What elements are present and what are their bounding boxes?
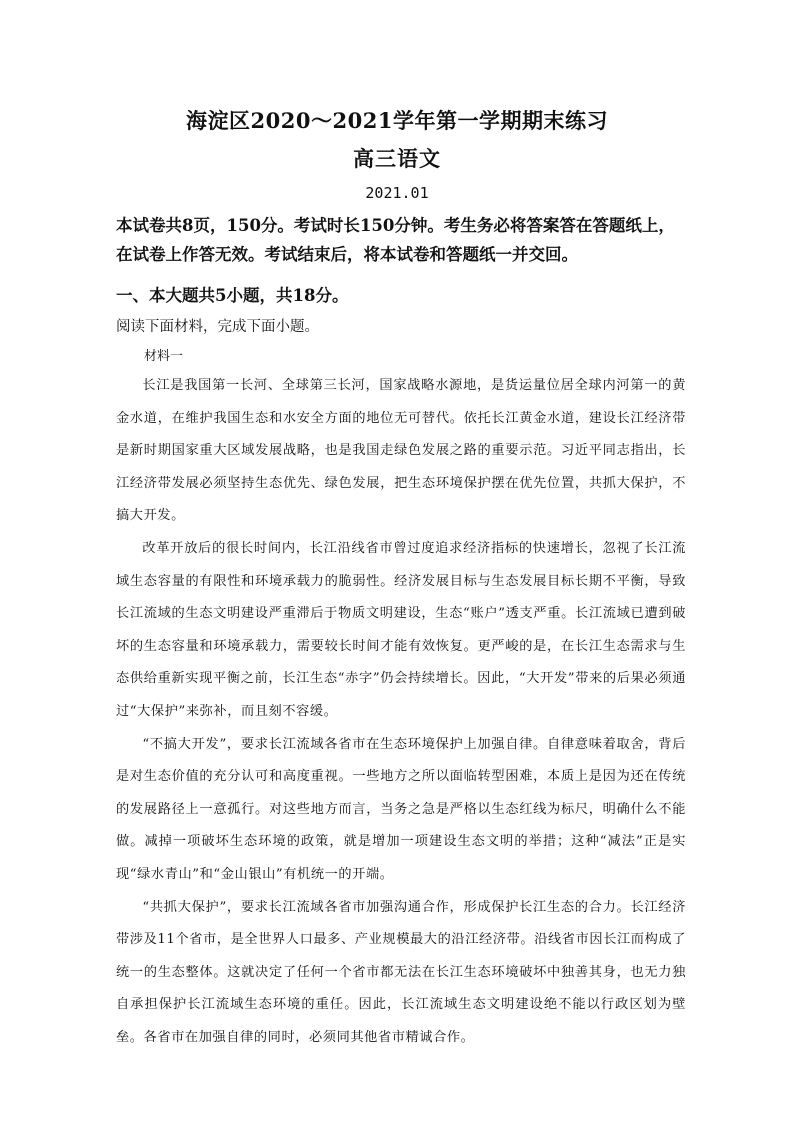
paragraph: 改革开放后的很长时间内，长江沿线省市曾过度追求经济指标的快速增长，忽视了长江流域生态容量的有限性和环境承载力的脆弱性。经济发展目标与生态发展目标长期不平衡，导致长江流域的生态文明建设严重滞后于物质文明建设，生态“账户”透支严重。长江流域已遭到破坏的生态容量和环境承载力，需要较长时间才能有效恢复。更严峻的是，在长江生态需求与生态供给重新实现平衡之前，长江生态“赤字”仍会持续增长。因此，“大开发”带来的后果必须通过“大保护”来弥补，而且刻不容缓。 — [116, 540, 686, 719]
paragraph: “不搞大开发”，要求长江流域各省市在生态环境保护上加强自律。自律意味着取舍，背后是对生态价值的充分认可和高度重视。一些地方之所以面临转型困难，本质上是因为还在传统的发展路径上一意孤行。对这些地方而言，当务之急是严格以生态红线为标尺，明确什么不能做。减掉一项破坏生态环境的政策，就是增加一项建设生态文明的举措；这种“减法”正是实现“绿水青山”和“金山银山”有机统一的开端。 — [116, 736, 686, 882]
exam-subject: 高三语文 — [353, 146, 441, 171]
section-heading: 一、本大题共5小题，共18分。 — [116, 286, 349, 305]
exam-instructions: 本试卷共8页，150分。考试时长150分钟。考生务必将答案答在答题纸上，在试卷上作答无效。考试结束后，将本试卷和答题纸一并交回。 — [116, 216, 675, 264]
material-label: 材料一 — [144, 349, 184, 364]
material-body — [116, 370, 686, 1054]
exam-title: 海淀区2020～2021学年第一学期期末练习 — [186, 108, 608, 133]
paragraph: 长江是我国第一长河、全球第三长河，国家战略水源地，是货运量位居全球内河第一的黄金水道，在维护我国生态和水安全方面的地位无可替代。依托长江黄金水道，建设长江经济带是新时期国家重大区域发展战略，也是我国走绿色发展之路的重要示范。习近平同志指出，长江经济带发展必须坚持生态优先、绿色发展，把生态环境保护摆在优先位置，共抓大保护，不搞大开发。 — [116, 378, 686, 524]
paragraph: “共抓大保护”，要求长江流域各省市加强沟通合作，形成保护长江生态的合力。长江经济带涉及11个省市，是全世界人口最多、产业规模最大的沿江经济带。沿线省市因长江而构成了统一的生态整体。这就决定了任何一个省市都无法在长江生态环境破坏中独善其身，也无力独自承担保护长江流域生态环境的重任。因此，长江流域生态文明建设绝不能以行政区划为壁垒。各省市在加强自律的同时，必须同其他省市精诚合作。 — [116, 899, 686, 1045]
exam-date: 2021.01 — [365, 184, 429, 202]
reading-directive: 阅读下面材料，完成下面小题。 — [116, 319, 319, 335]
